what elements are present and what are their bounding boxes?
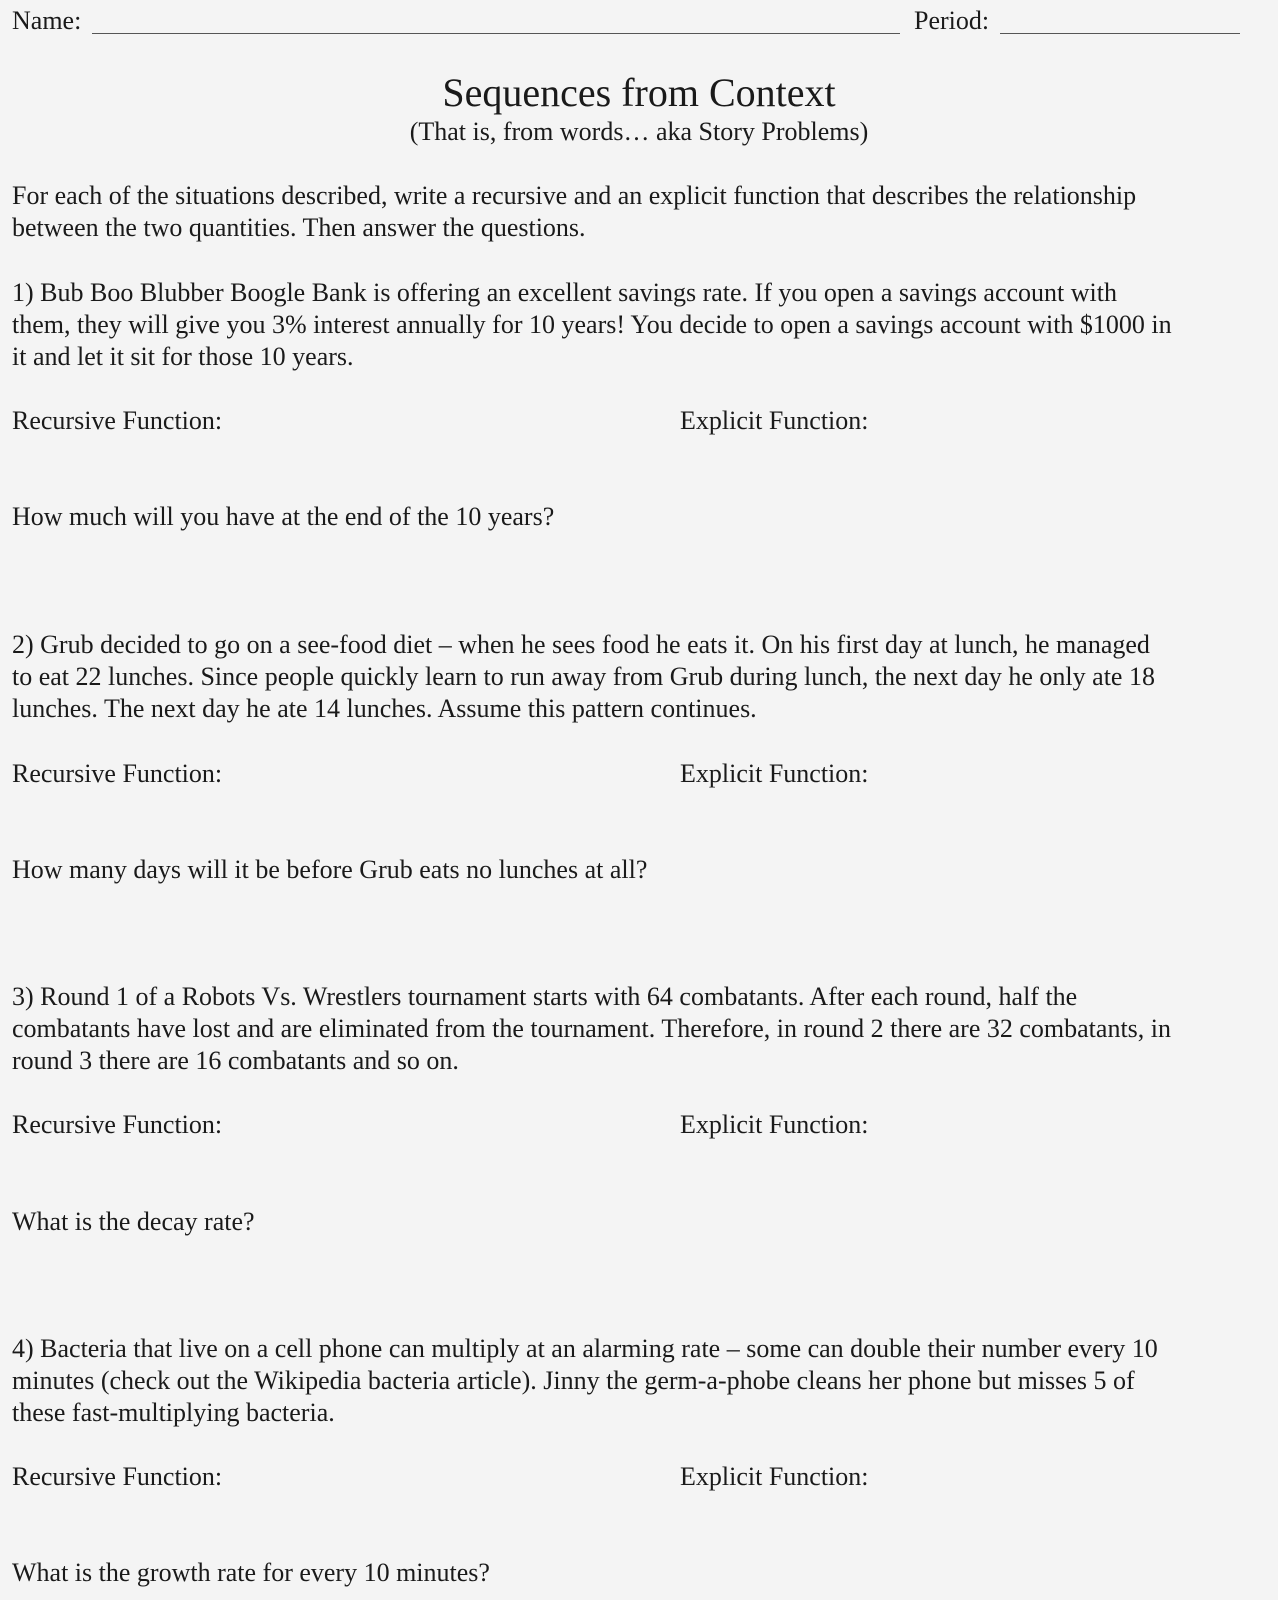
problem-line: 2) Grub decided to go on a see-food diet – when he sees food he eats it. On his first day at lunch, he managed xyxy=(12,630,1150,659)
name-label: Name: xyxy=(12,6,82,35)
problem-1-recursive-label: Recursive Function: xyxy=(12,406,223,435)
problem-line: them, they will give you 3% interest annually for 10 years! You decide to open a savings account with $1000 in xyxy=(12,310,1172,339)
name-field[interactable] xyxy=(92,33,900,34)
problem-line: 1) Bub Boo Blubber Boogle Bank is offering an excellent savings rate. If you open a savings account with xyxy=(12,278,1117,307)
problem-4-text xyxy=(12,1333,1268,1429)
problem-3-explicit-label: Explicit Function: xyxy=(680,1110,869,1139)
problem-line: lunches. The next day he ate 14 lunches. Assume this pattern continues. xyxy=(12,694,757,723)
problem-4-recursive-label: Recursive Function: xyxy=(12,1462,223,1491)
problem-1-explicit-label: Explicit Function: xyxy=(680,406,869,435)
problem-3-question: What is the decay rate? xyxy=(12,1207,255,1236)
problem-3-text xyxy=(12,981,1268,1077)
problem-line: 3) Round 1 of a Robots Vs. Wrestlers tournament starts with 64 combatants. After each round, half the xyxy=(12,982,1078,1011)
problem-3-recursive-label: Recursive Function: xyxy=(12,1110,223,1139)
problem-line: it and let it sit for those 10 years. xyxy=(12,342,354,371)
problem-line: to eat 22 lunches. Since people quickly learn to run away from Grub during lunch, the next day he only ate 18 xyxy=(12,662,1155,691)
problem-4-question: What is the growth rate for every 10 minutes? xyxy=(12,1558,490,1587)
page-subtitle: (That is, from words… aka Story Problems) xyxy=(409,117,869,146)
problem-4-explicit-label: Explicit Function: xyxy=(680,1462,869,1491)
page-title: Sequences from Context xyxy=(442,70,836,115)
problem-2-recursive-label: Recursive Function: xyxy=(12,759,223,788)
instructions xyxy=(12,180,1268,244)
problem-line: combatants have lost and are eliminated from the tournament. Therefore, in round 2 there are 32 combatants, in xyxy=(12,1014,1172,1043)
period-label: Period: xyxy=(914,6,990,35)
problem-2-question: How many days will it be before Grub eats no lunches at all? xyxy=(12,855,648,884)
problem-1-text xyxy=(12,277,1268,373)
problem-2-text xyxy=(12,629,1268,725)
problem-1-question: How much will you have at the end of the 10 years? xyxy=(12,502,555,531)
problem-line: these fast-multiplying bacteria. xyxy=(12,1398,335,1427)
problem-2-explicit-label: Explicit Function: xyxy=(680,759,869,788)
problem-line: 4) Bacteria that live on a cell phone can multiply at an alarming rate – some can double their number every 10 xyxy=(12,1334,1158,1363)
problem-line: minutes (check out the Wikipedia bacteria article). Jinny the germ-a-phobe cleans her phone but misses 5 of xyxy=(12,1366,1135,1395)
instructions-line: between the two quantities. Then answer the questions. xyxy=(12,213,586,242)
period-field[interactable] xyxy=(1000,33,1240,34)
problem-line: round 3 there are 16 combatants and so on. xyxy=(12,1046,459,1075)
instructions-line: For each of the situations described, write a recursive and an explicit function that describes the relationship xyxy=(12,181,1137,210)
